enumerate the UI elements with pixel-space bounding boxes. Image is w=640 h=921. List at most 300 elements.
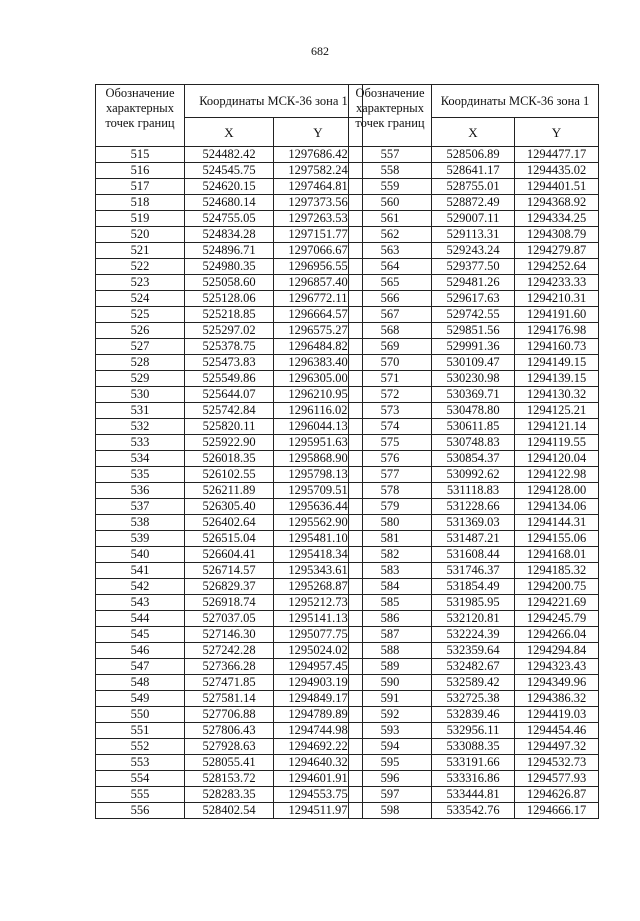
x-coordinate-cell: 529991.36 [432,339,515,355]
table-row [96,531,363,547]
y-coordinate-cell: 1294435.02 [515,163,599,179]
point-number-cell: 556 [96,803,185,819]
table-row [349,643,599,659]
y-coordinate-cell: 1294532.73 [515,755,599,771]
y-coordinate-cell: 1295709.51 [274,483,363,499]
y-coordinate-cell: 1294134.06 [515,499,599,515]
x-coordinate-cell: 530369.71 [432,387,515,403]
y-coordinate-cell: 1294577.93 [515,771,599,787]
x-coordinate-cell: 530748.83 [432,435,515,451]
point-number-cell: 542 [96,579,185,595]
y-coordinate-cell: 1296210.95 [274,387,363,403]
table-row [96,403,363,419]
y-coordinate-cell: 1294497.32 [515,739,599,755]
table-row [96,339,363,355]
y-coordinate-cell: 1294308.79 [515,227,599,243]
table-row [349,451,599,467]
table-row [96,291,363,307]
y-coordinate-cell: 1296575.27 [274,323,363,339]
x-coordinate-cell: 529481.26 [432,275,515,291]
table-row [96,563,363,579]
x-coordinate-cell: 527366.28 [185,659,274,675]
y-coordinate-cell: 1297464.81 [274,179,363,195]
table-row [96,371,363,387]
point-number-cell: 582 [349,547,432,563]
x-coordinate-cell: 526102.55 [185,467,274,483]
x-coordinate-cell: 528055.41 [185,755,274,771]
table-row [96,739,363,755]
point-number-cell: 554 [96,771,185,787]
y-coordinate-cell: 1294849.17 [274,691,363,707]
y-coordinate-cell: 1296305.00 [274,371,363,387]
point-number-cell: 543 [96,595,185,611]
y-coordinate-cell: 1297373.56 [274,195,363,211]
y-coordinate-cell: 1297582.24 [274,163,363,179]
x-coordinate-cell: 529377.50 [432,259,515,275]
y-coordinate-cell: 1294245.79 [515,611,599,627]
coordinates-table-left [95,84,363,819]
y-coordinate-cell: 1294121.14 [515,419,599,435]
point-number-cell: 515 [96,147,185,163]
y-coordinate-cell: 1294168.01 [515,547,599,563]
x-coordinate-cell: 528153.72 [185,771,274,787]
table-row [349,147,599,163]
point-number-cell: 589 [349,659,432,675]
y-coordinate-cell: 1294789.89 [274,707,363,723]
x-coordinate-cell: 525644.07 [185,387,274,403]
table-row [96,771,363,787]
y-coordinate-cell: 1295636.44 [274,499,363,515]
point-number-cell: 576 [349,451,432,467]
table-row [349,659,599,675]
y-coordinate-cell: 1294334.25 [515,211,599,227]
table-row [349,707,599,723]
table-row [96,755,363,771]
table-row [349,771,599,787]
table-row [349,739,599,755]
table-row [96,163,363,179]
x-coordinate-cell: 532956.11 [432,723,515,739]
y-coordinate-cell: 1294692.22 [274,739,363,755]
y-coordinate-cell: 1295418.34 [274,547,363,563]
page-number: 682 [311,44,329,58]
table-row [96,275,363,291]
point-number-cell: 536 [96,483,185,499]
y-coordinate-cell: 1294120.04 [515,451,599,467]
point-number-cell: 521 [96,243,185,259]
y-coordinate-cell: 1294477.17 [515,147,599,163]
x-coordinate-cell: 529007.11 [432,211,515,227]
y-coordinate-cell: 1297263.53 [274,211,363,227]
y-coordinate-cell: 1297686.42 [274,147,363,163]
x-coordinate-cell: 526515.04 [185,531,274,547]
y-coordinate-cell: 1294294.84 [515,643,599,659]
table-row [349,227,599,243]
table-row [349,723,599,739]
x-coordinate-cell: 526305.40 [185,499,274,515]
y-coordinate-cell: 1294640.32 [274,755,363,771]
x-coordinate-cell: 532482.67 [432,659,515,675]
table-row [349,627,599,643]
header-point-label: Обозначение характерных точек границ [349,85,432,147]
table-row [96,547,363,563]
point-number-cell: 583 [349,563,432,579]
table-row [96,355,363,371]
y-coordinate-cell: 1295481.10 [274,531,363,547]
header-y: Y [274,118,363,147]
y-coordinate-cell: 1296116.02 [274,403,363,419]
point-number-cell: 519 [96,211,185,227]
table-row [349,579,599,595]
table-row [96,179,363,195]
point-number-cell: 546 [96,643,185,659]
table-row [96,451,363,467]
point-number-cell: 586 [349,611,432,627]
x-coordinate-cell: 533316.86 [432,771,515,787]
y-coordinate-cell: 1295024.02 [274,643,363,659]
table-row [349,531,599,547]
y-coordinate-cell: 1294149.15 [515,355,599,371]
table-row [349,307,599,323]
point-number-cell: 570 [349,355,432,371]
table-row [349,323,599,339]
y-coordinate-cell: 1294626.87 [515,787,599,803]
x-coordinate-cell: 528283.35 [185,787,274,803]
point-number-cell: 590 [349,675,432,691]
table-row [96,499,363,515]
point-number-cell: 559 [349,179,432,195]
y-coordinate-cell: 1294176.98 [515,323,599,339]
y-coordinate-cell: 1296772.11 [274,291,363,307]
point-number-cell: 574 [349,419,432,435]
point-number-cell: 530 [96,387,185,403]
point-number-cell: 572 [349,387,432,403]
x-coordinate-cell: 531854.49 [432,579,515,595]
table-row [349,211,599,227]
point-number-cell: 592 [349,707,432,723]
x-coordinate-cell: 526402.64 [185,515,274,531]
header-coord-system: Координаты МСК-36 зона 1 [432,85,599,118]
table-row [96,467,363,483]
table-row [96,323,363,339]
y-coordinate-cell: 1295141.13 [274,611,363,627]
x-coordinate-cell: 531608.44 [432,547,515,563]
point-number-cell: 595 [349,755,432,771]
table-row [349,387,599,403]
y-coordinate-cell: 1294122.98 [515,467,599,483]
point-number-cell: 517 [96,179,185,195]
x-coordinate-cell: 525218.85 [185,307,274,323]
y-coordinate-cell: 1294666.17 [515,803,599,819]
x-coordinate-cell: 533542.76 [432,803,515,819]
point-number-cell: 545 [96,627,185,643]
point-number-cell: 528 [96,355,185,371]
point-number-cell: 518 [96,195,185,211]
table-row [96,419,363,435]
table-row [96,211,363,227]
x-coordinate-cell: 530230.98 [432,371,515,387]
table-row [96,307,363,323]
point-number-cell: 598 [349,803,432,819]
table-row [96,243,363,259]
x-coordinate-cell: 530854.37 [432,451,515,467]
point-number-cell: 555 [96,787,185,803]
table-row [349,403,599,419]
point-number-cell: 569 [349,339,432,355]
x-coordinate-cell: 529851.56 [432,323,515,339]
x-coordinate-cell: 529113.31 [432,227,515,243]
x-coordinate-cell: 528641.17 [432,163,515,179]
x-coordinate-cell: 529617.63 [432,291,515,307]
table-row [349,787,599,803]
table-row [96,435,363,451]
table-body-right [349,147,599,819]
y-coordinate-cell: 1295077.75 [274,627,363,643]
y-coordinate-cell: 1294419.03 [515,707,599,723]
y-coordinate-cell: 1294139.15 [515,371,599,387]
y-coordinate-cell: 1294903.19 [274,675,363,691]
table-row [349,611,599,627]
x-coordinate-cell: 527706.88 [185,707,274,723]
x-coordinate-cell: 529742.55 [432,307,515,323]
point-number-cell: 561 [349,211,432,227]
x-coordinate-cell: 532359.64 [432,643,515,659]
point-number-cell: 527 [96,339,185,355]
table-row [96,227,363,243]
x-coordinate-cell: 530109.47 [432,355,515,371]
table-row [349,259,599,275]
table-row [96,611,363,627]
table-row [349,243,599,259]
point-number-cell: 567 [349,307,432,323]
table-row [349,563,599,579]
point-number-cell: 547 [96,659,185,675]
table-row [349,515,599,531]
x-coordinate-cell: 530992.62 [432,467,515,483]
table-row [96,147,363,163]
point-number-cell: 526 [96,323,185,339]
y-coordinate-cell: 1294185.32 [515,563,599,579]
point-number-cell: 579 [349,499,432,515]
header-y: Y [515,118,599,147]
x-coordinate-cell: 528506.89 [432,147,515,163]
point-number-cell: 538 [96,515,185,531]
table-row [349,595,599,611]
table-row [349,803,599,819]
x-coordinate-cell: 530478.80 [432,403,515,419]
table-row [349,499,599,515]
point-number-cell: 549 [96,691,185,707]
y-coordinate-cell: 1294957.45 [274,659,363,675]
x-coordinate-cell: 531985.95 [432,595,515,611]
y-coordinate-cell: 1294160.73 [515,339,599,355]
x-coordinate-cell: 527146.30 [185,627,274,643]
x-coordinate-cell: 526829.37 [185,579,274,595]
y-coordinate-cell: 1295868.90 [274,451,363,467]
point-number-cell: 568 [349,323,432,339]
x-coordinate-cell: 528872.49 [432,195,515,211]
y-coordinate-cell: 1294454.46 [515,723,599,739]
point-number-cell: 593 [349,723,432,739]
x-coordinate-cell: 530611.85 [432,419,515,435]
y-coordinate-cell: 1294221.69 [515,595,599,611]
y-coordinate-cell: 1294130.32 [515,387,599,403]
y-coordinate-cell: 1295343.61 [274,563,363,579]
table-row [96,643,363,659]
x-coordinate-cell: 532224.39 [432,627,515,643]
point-number-cell: 563 [349,243,432,259]
table-row [349,291,599,307]
y-coordinate-cell: 1295951.63 [274,435,363,451]
y-coordinate-cell: 1297151.77 [274,227,363,243]
table-row [96,195,363,211]
table-row [96,707,363,723]
coordinates-table-right [348,84,599,819]
point-number-cell: 532 [96,419,185,435]
point-number-cell: 591 [349,691,432,707]
table-row [96,387,363,403]
table-row [96,627,363,643]
table-body-left [96,147,363,819]
table-row [349,435,599,451]
point-number-cell: 560 [349,195,432,211]
table-row [349,755,599,771]
table-row [349,195,599,211]
x-coordinate-cell: 526018.35 [185,451,274,467]
point-number-cell: 535 [96,467,185,483]
table-row [96,803,363,819]
x-coordinate-cell: 525820.11 [185,419,274,435]
point-number-cell: 588 [349,643,432,659]
x-coordinate-cell: 525742.84 [185,403,274,419]
point-number-cell: 596 [349,771,432,787]
y-coordinate-cell: 1295798.13 [274,467,363,483]
y-coordinate-cell: 1296956.55 [274,259,363,275]
x-coordinate-cell: 532120.81 [432,611,515,627]
y-coordinate-cell: 1296044.13 [274,419,363,435]
y-coordinate-cell: 1294233.33 [515,275,599,291]
y-coordinate-cell: 1295268.87 [274,579,363,595]
x-coordinate-cell: 532839.46 [432,707,515,723]
x-coordinate-cell: 527928.63 [185,739,274,755]
point-number-cell: 548 [96,675,185,691]
x-coordinate-cell: 526604.41 [185,547,274,563]
point-number-cell: 520 [96,227,185,243]
x-coordinate-cell: 525549.86 [185,371,274,387]
y-coordinate-cell: 1295562.90 [274,515,363,531]
x-coordinate-cell: 531228.66 [432,499,515,515]
y-coordinate-cell: 1296857.40 [274,275,363,291]
table-row [349,419,599,435]
point-number-cell: 516 [96,163,185,179]
point-number-cell: 525 [96,307,185,323]
point-number-cell: 566 [349,291,432,307]
x-coordinate-cell: 527806.43 [185,723,274,739]
y-coordinate-cell: 1294279.87 [515,243,599,259]
point-number-cell: 581 [349,531,432,547]
table-row [349,179,599,195]
table-row [96,787,363,803]
point-number-cell: 522 [96,259,185,275]
point-number-cell: 524 [96,291,185,307]
x-coordinate-cell: 532589.42 [432,675,515,691]
x-coordinate-cell: 524834.28 [185,227,274,243]
point-number-cell: 578 [349,483,432,499]
point-number-cell: 585 [349,595,432,611]
point-number-cell: 580 [349,515,432,531]
header-x: X [432,118,515,147]
x-coordinate-cell: 526714.57 [185,563,274,579]
point-number-cell: 573 [349,403,432,419]
point-number-cell: 523 [96,275,185,291]
x-coordinate-cell: 525058.60 [185,275,274,291]
table-row [349,483,599,499]
y-coordinate-cell: 1294200.75 [515,579,599,595]
y-coordinate-cell: 1294368.92 [515,195,599,211]
y-coordinate-cell: 1294191.60 [515,307,599,323]
table-row [349,547,599,563]
y-coordinate-cell: 1294349.96 [515,675,599,691]
table-row [96,723,363,739]
y-coordinate-cell: 1294119.55 [515,435,599,451]
x-coordinate-cell: 531746.37 [432,563,515,579]
y-coordinate-cell: 1294125.21 [515,403,599,419]
table-row [349,339,599,355]
x-coordinate-cell: 531369.03 [432,515,515,531]
y-coordinate-cell: 1296664.57 [274,307,363,323]
table-row [96,579,363,595]
x-coordinate-cell: 532725.38 [432,691,515,707]
x-coordinate-cell: 527242.28 [185,643,274,659]
point-number-cell: 533 [96,435,185,451]
point-number-cell: 537 [96,499,185,515]
table-row [96,595,363,611]
y-coordinate-cell: 1294323.43 [515,659,599,675]
point-number-cell: 540 [96,547,185,563]
point-number-cell: 594 [349,739,432,755]
point-number-cell: 575 [349,435,432,451]
x-coordinate-cell: 529243.24 [432,243,515,259]
x-coordinate-cell: 526211.89 [185,483,274,499]
point-number-cell: 558 [349,163,432,179]
point-number-cell: 531 [96,403,185,419]
x-coordinate-cell: 528402.54 [185,803,274,819]
y-coordinate-cell: 1294266.04 [515,627,599,643]
table-row [349,371,599,387]
y-coordinate-cell: 1294210.31 [515,291,599,307]
table-row [96,659,363,675]
x-coordinate-cell: 524755.05 [185,211,274,227]
point-number-cell: 571 [349,371,432,387]
y-coordinate-cell: 1296383.40 [274,355,363,371]
y-coordinate-cell: 1294401.51 [515,179,599,195]
x-coordinate-cell: 526918.74 [185,595,274,611]
point-number-cell: 534 [96,451,185,467]
point-number-cell: 539 [96,531,185,547]
point-number-cell: 552 [96,739,185,755]
point-number-cell: 577 [349,467,432,483]
table-row [96,691,363,707]
y-coordinate-cell: 1294386.32 [515,691,599,707]
point-number-cell: 587 [349,627,432,643]
y-coordinate-cell: 1294144.31 [515,515,599,531]
table-row [96,675,363,691]
x-coordinate-cell: 528755.01 [432,179,515,195]
x-coordinate-cell: 525378.75 [185,339,274,355]
x-coordinate-cell: 524620.15 [185,179,274,195]
y-coordinate-cell: 1294252.64 [515,259,599,275]
point-number-cell: 562 [349,227,432,243]
